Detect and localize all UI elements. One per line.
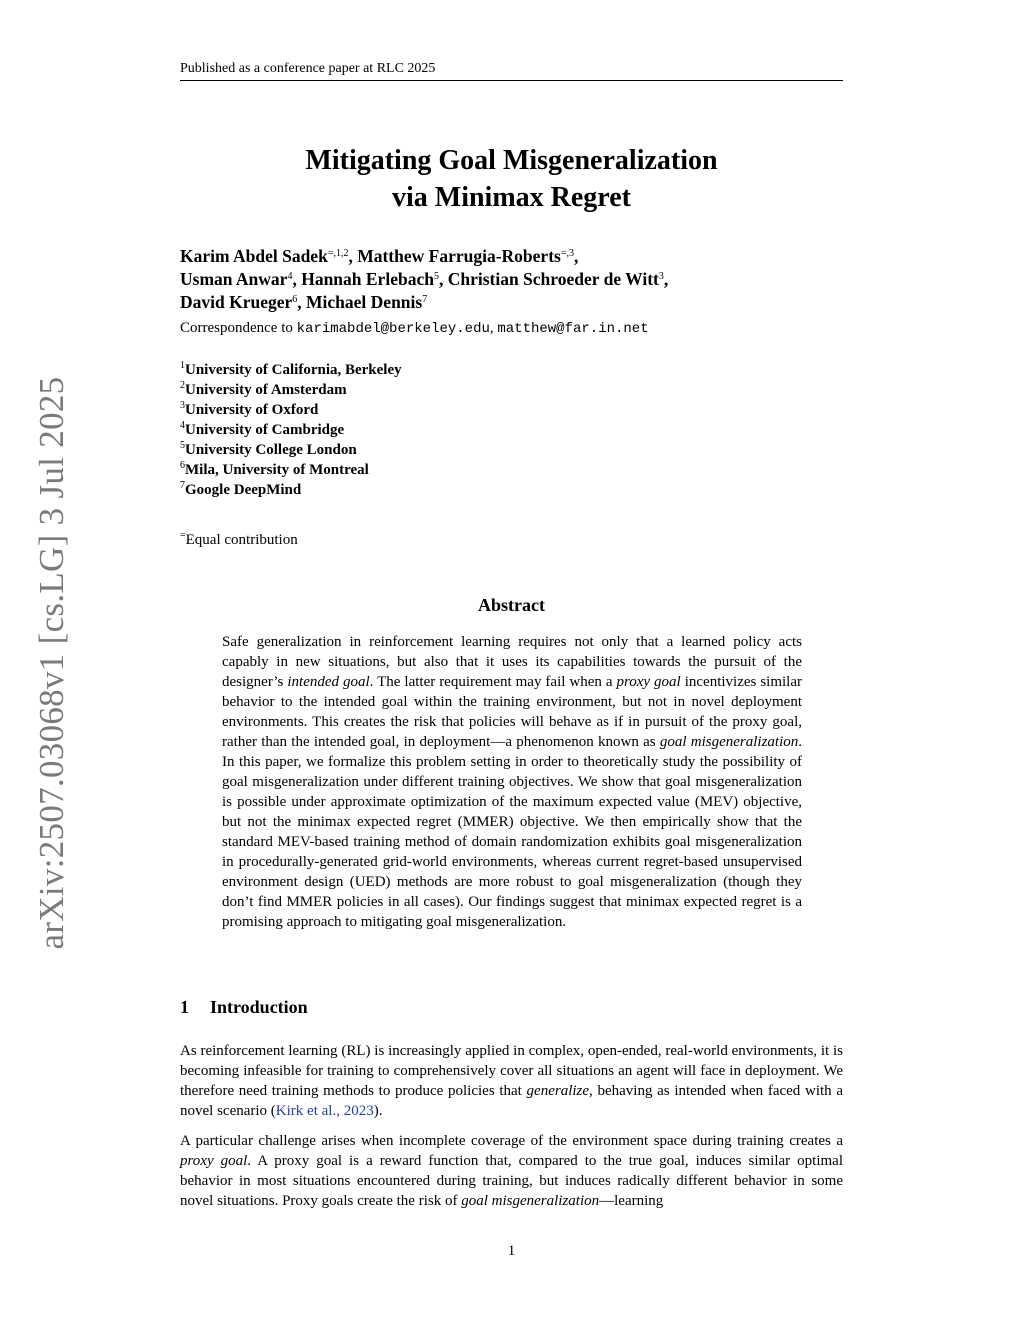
affiliation-mark: 7 — [180, 480, 185, 491]
equal-contribution-note — [180, 530, 298, 550]
section-title: Introduction — [210, 997, 308, 1017]
paragraph-text: As reinforcement learning (RL) is increasingly applied in complex, open-ended, real-world environments, it is becoming infeasible for training to comprehensively cover all situations an agent will face in deployment. We therefore need training methods to produce policies that — [180, 1043, 843, 1099]
author-name: David Krueger — [180, 292, 293, 312]
email-separator: , — [489, 320, 498, 336]
abstract-text: incentivizes similar behavior to the intended goal within the training environment, but not in novel deployment environments. This creates the risk that policies will behave as if in pursuit of the proxy goal, rather than the intended goal, in deployment—a phenomenon known as — [222, 674, 802, 750]
title-line-2: via Minimax Regret — [392, 182, 631, 213]
affiliation-mark: 4 — [180, 420, 185, 431]
paragraph-text: —learning — [599, 1193, 664, 1209]
author-name: Karim Abdel Sadek — [180, 246, 328, 266]
author-separator: , — [292, 269, 302, 289]
title-line-1: Mitigating Goal Misgeneralization — [305, 145, 718, 176]
abstract-body — [222, 632, 802, 932]
affiliation-mark: 1 — [180, 360, 185, 371]
section-heading-introduction — [180, 996, 308, 1018]
author-line-1 — [180, 245, 843, 268]
author-name: Usman Anwar — [180, 269, 288, 289]
paragraph-text: ). — [373, 1103, 383, 1119]
affiliation-item — [180, 440, 402, 460]
author-separator: , — [438, 269, 448, 289]
author-name: Matthew Farrugia-Roberts — [357, 246, 561, 266]
paragraph-emphasis: generalize — [526, 1083, 590, 1099]
email-link-2[interactable]: matthew@far.in.net — [497, 321, 649, 337]
affiliation-mark: 5 — [180, 440, 185, 451]
author-separator: , — [573, 246, 579, 266]
correspondence-label: Correspondence to — [180, 320, 297, 336]
author-marks: 4 — [287, 271, 293, 282]
affiliation-name: University of Cambridge — [185, 422, 345, 438]
paragraph-text: A particular challenge arises when incomplete coverage of the environment space during training creates a — [180, 1133, 843, 1149]
affiliation-list — [180, 360, 402, 500]
paragraph-emphasis: proxy goal — [180, 1153, 248, 1169]
affiliation-item — [180, 380, 402, 400]
paragraph-text: , behaving as intended when faced with a novel scenario ( — [180, 1083, 843, 1119]
author-name: Michael Dennis — [306, 292, 423, 312]
abstract-text: Safe generalization in reinforcement learning requires not only that a learned policy acts capably in new situations, but also that it uses its capabilities towards the pursuit of the designer’s — [222, 634, 802, 690]
affiliation-item — [180, 460, 402, 480]
author-line-2 — [180, 268, 843, 291]
author-marks: 5 — [433, 271, 439, 282]
affiliation-item — [180, 360, 402, 380]
page-number: 1 — [507, 1243, 516, 1259]
affiliation-name: University of California, Berkeley — [185, 362, 402, 378]
abstract-emphasis: proxy goal — [616, 674, 681, 690]
arxiv-identifier-stamp[interactable]: arXiv:2507.03068v1 [cs.LG] 3 Jul 2025 — [32, 376, 71, 950]
paper-title — [180, 142, 843, 216]
intro-paragraph-2 — [180, 1131, 843, 1211]
section-number: 1 — [180, 997, 189, 1017]
author-name: Hannah Erlebach — [301, 269, 434, 289]
affiliation-name: Mila, University of Montreal — [185, 462, 369, 478]
affiliation-name: University College London — [185, 442, 357, 458]
equal-contribution-mark: = — [180, 530, 186, 541]
author-marks: 6 — [292, 294, 298, 305]
equal-contribution-text: Equal contribution — [185, 532, 298, 548]
running-head: Published as a conference paper at RLC 2025 — [180, 60, 843, 81]
abstract-emphasis: goal misgeneralization — [659, 734, 799, 750]
affiliation-item — [180, 400, 402, 420]
paragraph-emphasis: goal misgeneralization — [461, 1193, 600, 1209]
affiliation-name: Google DeepMind — [185, 482, 302, 498]
affiliation-name: University of Oxford — [185, 402, 319, 418]
affiliation-mark: 2 — [180, 380, 185, 391]
abstract-text: . The latter requirement may fail when a — [369, 674, 617, 690]
author-separator: , — [348, 246, 358, 266]
abstract-text: . In this paper, we formalize this problem setting in order to theoretically study the possibility of goal misgeneralization under different training objectives. We show that goal misgeneralization is possible under approximate optimization of the maximum expected value (MEV) objective, but not the minimax expected regret (MMER) objective. We then empirically show that the standard MEV-based training method of domain randomization exhibits goal misgeneralization in procedurally-generated grid-world environments, whereas current regret-based unsupervised environment design (UED) methods are more robust to goal misgeneralization (though they don’t find MMER policies in all cases). Our findings suggest that minimax expected regret is a promising approach to mitigating goal misgeneralization. — [222, 734, 802, 930]
author-marks: =,1,2 — [327, 248, 349, 259]
affiliation-mark: 3 — [180, 400, 185, 411]
author-marks: =,3 — [560, 248, 574, 259]
affiliation-item — [180, 420, 402, 440]
citation-link[interactable]: Kirk et al., 2023 — [275, 1103, 374, 1119]
abstract-heading: Abstract — [478, 595, 545, 615]
email-link-1[interactable]: karimabdel@berkeley.edu — [296, 321, 490, 337]
paragraph-text: . A proxy goal is a reward function that, compared to the true goal, induces similar optimal behavior in most situations encountered during training, but induces radically different behavior in some novel situations. Proxy goals create the risk of — [180, 1153, 843, 1209]
correspondence-line — [180, 318, 649, 339]
affiliation-item — [180, 480, 402, 500]
author-marks: 7 — [422, 294, 428, 305]
author-list — [180, 245, 843, 314]
author-line-3 — [180, 291, 843, 314]
author-separator: , — [663, 269, 669, 289]
author-marks: 3 — [658, 271, 664, 282]
affiliation-name: University of Amsterdam — [185, 382, 347, 398]
affiliation-mark: 6 — [180, 460, 185, 471]
author-name: Christian Schroeder de Witt — [447, 269, 659, 289]
abstract-emphasis: intended goal — [287, 674, 370, 690]
intro-paragraph-1 — [180, 1041, 843, 1121]
author-separator: , — [297, 292, 307, 312]
